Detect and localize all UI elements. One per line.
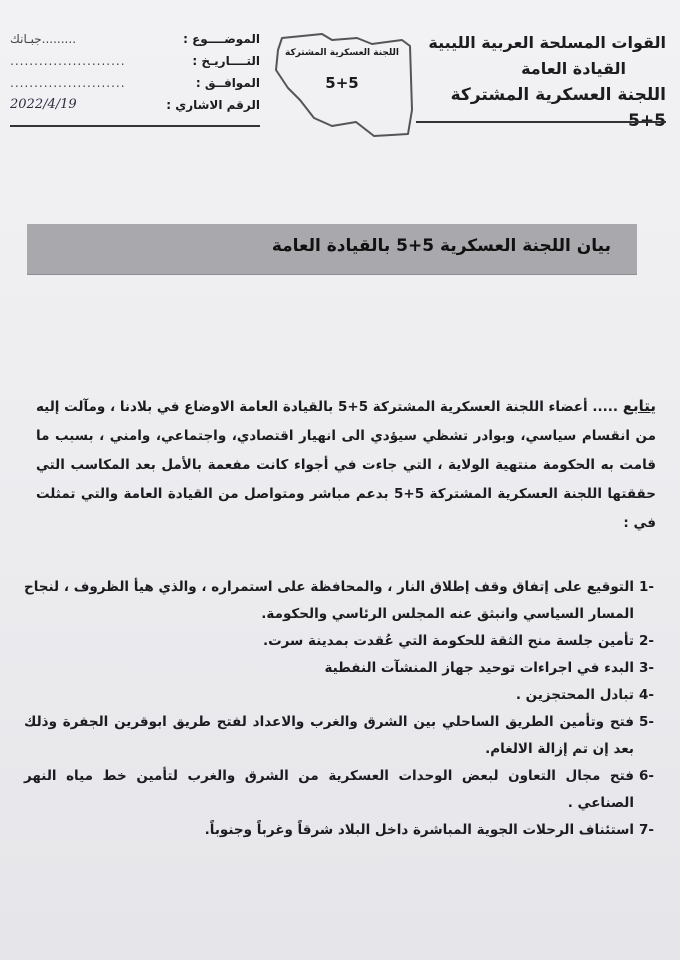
list-item-text: تأمين جلسة منح الثقة للحكومة التي عُقدت بمدينة سرت. xyxy=(262,633,634,649)
document-title: بيان اللجنة العسكرية 5+5 بالقيادة العامة xyxy=(271,236,611,256)
list-item-text: التوقيع على إتفاق وقف إطلاق النار ، والمحافظة على استمراره ، والذي هيأ الظروف ، لنجاح المسار السياسي وانبثق عنه المجلس الرئاسي والحكومة. xyxy=(24,579,634,622)
date-label: التــــاريـخ : xyxy=(192,54,260,68)
header-divider-left xyxy=(10,125,260,127)
title-banner xyxy=(27,224,637,274)
reference-label: الرقم الاشاري : xyxy=(166,98,260,112)
list-item xyxy=(24,628,654,655)
achievements-list xyxy=(24,574,654,844)
list-item-text: استئناف الرحلات الجوية المباشرة داخل البلاد شرقاً وغرباً وجنوباً. xyxy=(204,822,634,838)
org-line-3: اللجنة العسكرية المشتركة 5+5 xyxy=(450,85,666,131)
list-item xyxy=(24,682,654,709)
list-item-number: 4- xyxy=(639,687,654,703)
date-value: ........................ xyxy=(10,54,126,68)
org-header xyxy=(426,30,666,134)
seal-text: اللجنة العسكرية المشتركة xyxy=(284,48,400,58)
list-item xyxy=(24,709,654,763)
reference-value: 2022/4/19 xyxy=(10,97,77,112)
list-item xyxy=(24,817,654,844)
seal-number: 5+5 xyxy=(325,74,359,92)
list-item-text: فتح وتأمين الطريق الساحلي بين الشرق والغرب والاعداد لفتح طريق ابوقرين الجفرة وذلك بعد إن تم إزالة الالغام. xyxy=(24,714,634,757)
list-item-text: البدء في اجراءات توحيد جهاز المنشآت النفطية xyxy=(324,660,634,676)
header-divider-right xyxy=(416,121,666,123)
committee-seal xyxy=(262,30,422,138)
intro-text: ..... أعضاء اللجنة العسكرية المشتركة 5+5 بالقيادة العامة الاوضاع في بلادنا ، ومآلت إليه من انقسام سياسي، وبوادر تشظي سيؤدي الى انهيار اقتصادي، واجتماعي، وامني ، بسبب ما قامت به الحكومة منتهية الولاية ، التي جاءت في أجواء كانت مفعمة بالأمل بعد المكاسب التي حققتها اللجنة العسكرية المشتركة 5+5 بدعم مباشر ومتواصل من القيادة العامة والتي تمثلت في : xyxy=(36,399,656,531)
subject-label: الموضــــوع : xyxy=(183,32,260,46)
org-line-2: القيادة العامة xyxy=(521,59,626,78)
list-item-number: 3- xyxy=(639,660,654,676)
list-item-text: تبادل المحتجزين . xyxy=(515,687,634,703)
reference-row xyxy=(10,94,260,116)
list-item xyxy=(24,763,654,817)
intro-follow-word: يتابع xyxy=(622,397,657,415)
reference-block xyxy=(10,28,260,116)
corresponding-label: الموافــق : xyxy=(195,76,260,90)
corresponding-row xyxy=(10,72,260,94)
list-item-number: 1- xyxy=(639,579,654,595)
list-item-text: فتح مجال التعاون لبعض الوحدات العسكرية من الشرق والغرب لتأمين خط مياه النهر الصناعي . xyxy=(24,768,634,811)
list-item-number: 6- xyxy=(639,768,654,784)
list-item-number: 7- xyxy=(639,822,654,838)
list-item-number: 5- xyxy=(639,714,654,730)
date-row xyxy=(10,50,260,72)
list-item-number: 2- xyxy=(639,633,654,649)
corresponding-value: ........................ xyxy=(10,76,126,90)
list-item xyxy=(24,574,654,628)
subject-value: جبـانك......... xyxy=(10,32,77,46)
subject-row xyxy=(10,28,260,50)
intro-paragraph xyxy=(36,392,656,538)
list-item xyxy=(24,655,654,682)
org-line-1: القوات المسلحة العربية الليبية xyxy=(428,33,666,52)
